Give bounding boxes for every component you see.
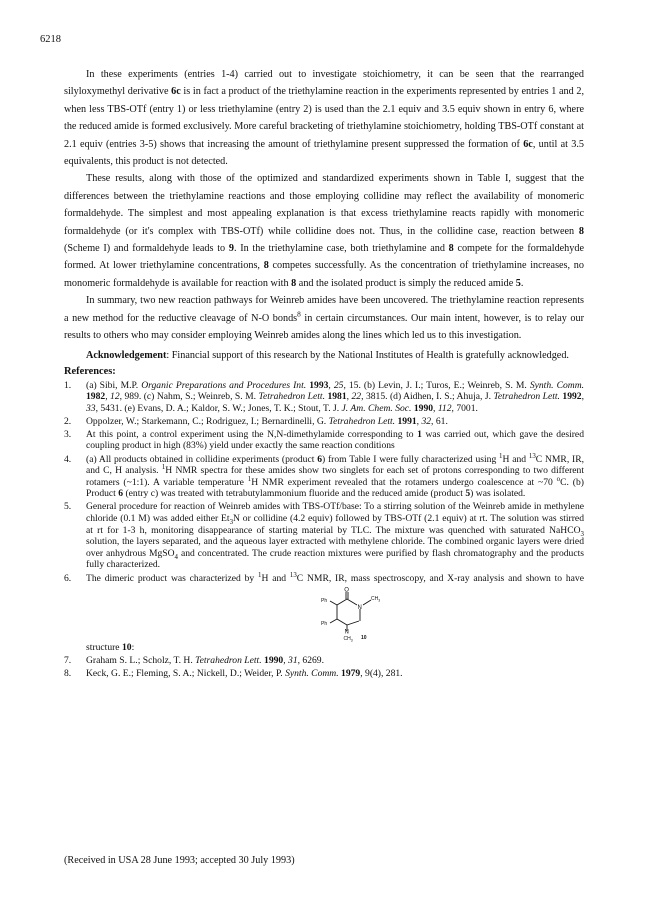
phenyl-group: Ph [320, 621, 327, 628]
reference-text: Oppolzer, W.; Starkemann, C.; Rodriguez, I.; Bernardinelli, G. Tetrahedron Lett. 1991, 32, 61. [86, 415, 448, 427]
reference-number: 8. [64, 668, 72, 680]
reference-text: Graham S. L.; Scholz, T. H. Tetrahedron Lett. 1990, 31, 6269. [86, 655, 324, 667]
acknowledgement [64, 349, 584, 362]
reference-item [64, 429, 584, 452]
phenyl-group: Ph [320, 598, 327, 605]
body-paragraph: In these experiments (entries 1-4) carried out to investigate stoichiometry, it can be seen that the rearranged silyloxymethyl derivative 6c is in fact a product of the triethylamine reaction in the experiments represented by entries 1 and 2, when less TBS-OTf (entry 1) or less triethylamine (entry 2) is used than the 2.1 equiv and 3.5 equiv shown in entry 6, where the reduced amide is formed exclusively. More careful bracketing of triethylamine stoichiometry, holding TBS-OTf constant at 2.1 equiv (entries 3-5) shows that increasing the amount of triethylamine present suppressed the formation of 6c, until at 3.5 equivalents, this product is not detected. [64, 69, 584, 168]
methyl-group: $CH_3$ [343, 636, 353, 643]
reference-text: General procedure for reaction of Weinreb amides with TBS-OTf/base: To a stirring solution of the Weinreb amide in methylene chloride (0.1 M) was added either $Et_3N$ or collidine (4.2 equiv) followed by TBS-OTf (2.1 equiv) at rt. The solution was stirred at rt for 1-3 h, monitoring disappearance of starting material by TLC. The mixture was quenched with saturated NaHCO$_3$ solution, the layers separated, and the aqueous layer extracted with methylene chloride. The combined organic layers were dried over anhydrous MgSO$_4$ and concentrated. The crude reaction mixtures were purified by flash chromatography and the products fully characterized. [86, 501, 584, 571]
nitrogen-atom: N [344, 629, 349, 636]
reference-item [64, 454, 584, 500]
body-paragraph: In summary, two new reaction pathways for Weinreb amides have been uncovered. The triethylamine reaction represents a new method for the reductive cleavage of N-O bonds$^8$ in certain circumstances. Our main intent, however, is to relay our results to others who may consider employing Weinreb amides along the lines which led us to this investigation. [64, 295, 585, 342]
reference-text: The dimeric product was characterized by $^1$H and $^{13}$C NMR, IR, mass spectroscopy, and X-ray analysis and shown to have structure 10: [86, 571, 584, 654]
reference-item [64, 380, 584, 415]
reference-number: 4. [64, 453, 72, 465]
page-number: 6218 [40, 34, 61, 45]
received-date-line: (Received in USA 28 June 1993; accepted 30 July 1993) [64, 855, 295, 866]
chemical-structure-10 [297, 586, 397, 648]
body-paragraph: These results, along with those of the optimized and standardized experiments shown in Table I, suggest that the differences between the triethylamine reactions and those employing collidine may reflect the availability of monomeric formaldehyde. The simplest and most appealing explanation is that excess triethylamine reacts rapidly with monomeric formaldehyde (or it's complex with TBS-OTf) while collidine does not. Thus, in the collidine case, reaction between 8 (Scheme I) and formaldehyde leads to 9. In the triethylamine case, both triethylamine and 8 compete for the formaldehyde formed. At lower triethylamine concentrations, 8 competes successfully. As the concentration of triethylamine increases, no monomeric formaldehyde is available for reaction with 8 and the isolated product is simply the reduced amide 5. [64, 173, 584, 289]
article-body [64, 66, 584, 681]
reference-number: 7. [64, 655, 72, 667]
nitrogen-atom: N [357, 605, 362, 612]
reference-number: 1. [64, 379, 72, 391]
acknowledgement-label: Acknowledgement [86, 349, 167, 361]
reference-text: (a) Sibi, M.P. Organic Preparations and Procedures Int. 1993, 25, 15. (b) Levin, J. I.; Turos, E.; Weinreb, S. M. Synth. Comm. 1982, 12, 989. (c) Nahm, S.; Weinreb, S. M. Tetrahedron Lett. 1981, 22, 3815. (d) Aidhen, I. S.; Ahuja, J. Tetrahedron Lett. 1992, 33, 5431. (e) Evans, D. A.; Kaldor, S. W.; Jones, T. K.; Stout, T. J. J. Am. Chem. Soc. 1990, 112, 7001. [86, 379, 585, 414]
reference-list [64, 380, 584, 680]
oxygen-atom: O [343, 587, 349, 594]
reference-item [64, 573, 584, 654]
reference-text: (a) All products obtained in collidine experiments (product 6) from Table I were fully characterized using $^1$H and $^{13}$C NMR, IR, and C, H analysis. $^1$H NMR spectra for these amides show two singlets for each set of protons corresponding to two different rotamers (~1:1). A variable temperature $^1$H NMR experiment revealed that the rotamers undergo coalescence at ~70 $^o$C. (b) Product 6 (entry c) was treated with tetrabutylammonium fluoride and the reduced amide (product 5) was isolated. [86, 452, 584, 500]
reference-item [64, 501, 584, 571]
reference-number: 3. [64, 428, 72, 440]
reference-number: 5. [64, 501, 72, 513]
reference-text: Keck, G. E.; Fleming, S. A.; Nickell, D.; Weider, P. Synth. Comm. 1979, 9(4), 281. [86, 668, 403, 680]
reference-item [64, 655, 584, 667]
reference-number: 2. [64, 415, 72, 427]
reference-item [64, 416, 584, 428]
acknowledgement-text: : Financial support of this research by the National Institutes of Health is gratefully acknowledged. [166, 349, 569, 361]
methyl-group: $CH_3$ [370, 596, 380, 603]
reference-number: 6. [64, 572, 72, 584]
reference-text: At this point, a control experiment using the N,N-dimethylamide corresponding to 1 was carried out, which gave the desired coupling product in high (83%) yield under exactly the same reaction conditions [86, 428, 584, 452]
reference-item [64, 668, 584, 680]
compound-label: 10 [360, 635, 367, 642]
references-heading: References: [64, 365, 116, 377]
